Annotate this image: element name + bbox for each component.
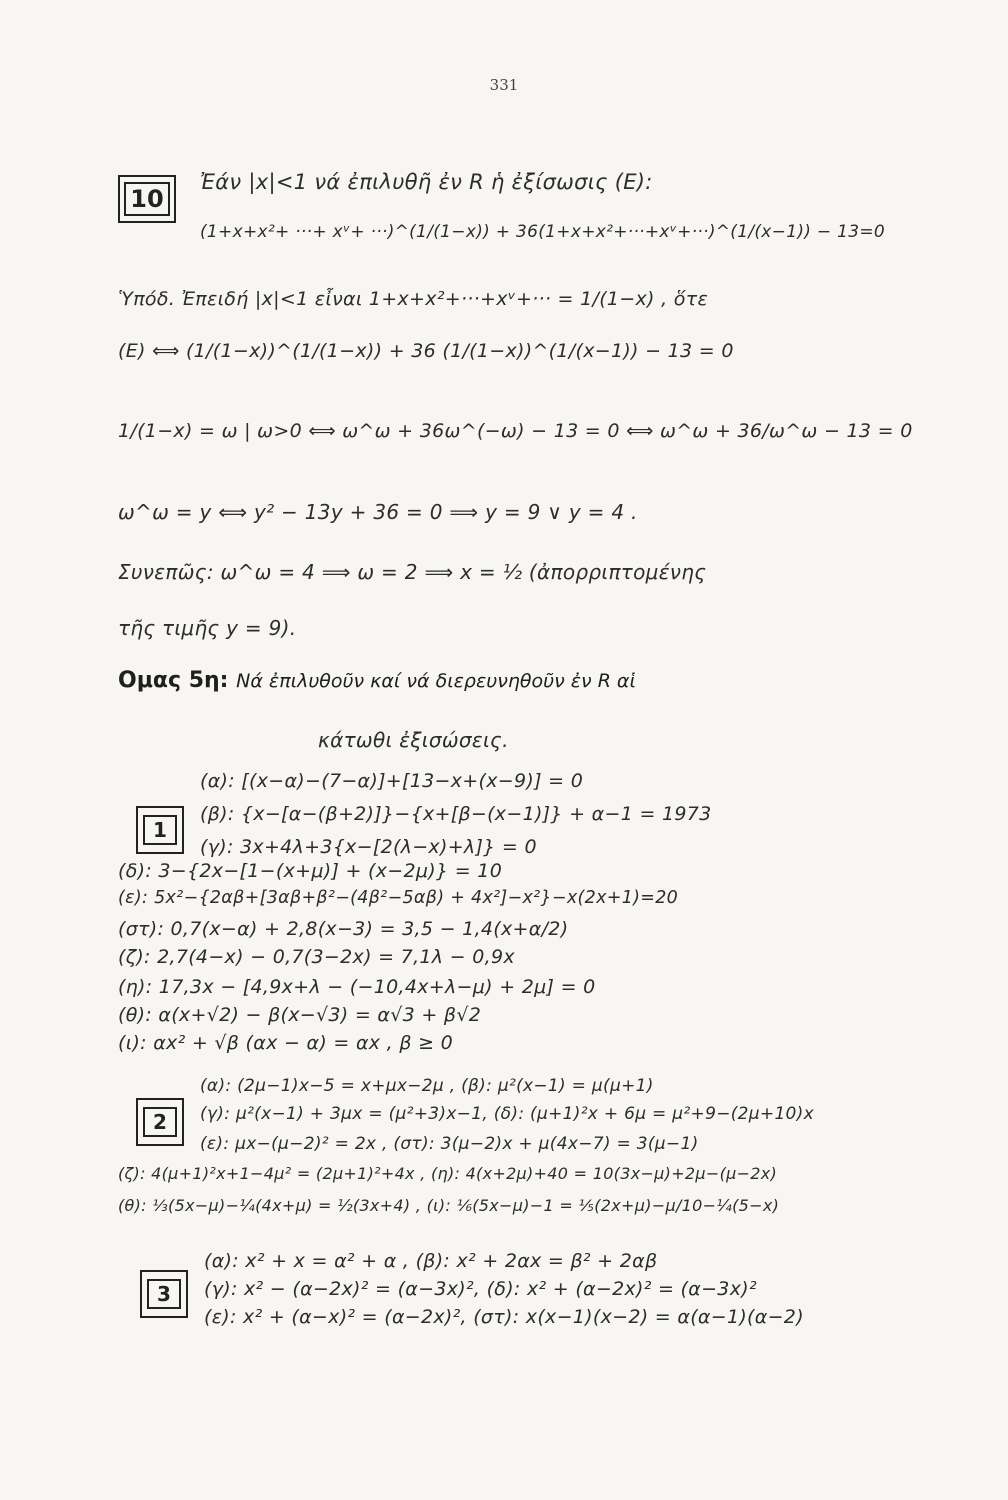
- problem-10-label: 10: [124, 182, 169, 216]
- problem-1-part-h: (η): 17,3x − [4,9x+λ − (−10,4x+λ−μ) + 2μ] = 0: [118, 976, 596, 998]
- problem-3-label: 3: [147, 1279, 181, 1309]
- page-number: 331: [489, 76, 519, 94]
- problem-1-number-box: [136, 806, 184, 854]
- group-5-instruction-line2: κάτωθι ἐξισώσεις.: [318, 728, 509, 752]
- problem-3-number-box: [140, 1270, 188, 1318]
- group-5-heading: [118, 668, 636, 693]
- problem-2-number-box: [136, 1098, 184, 1146]
- problem-1-part-e: (ε): 5x²−{2αβ+[3αβ+β²−(4β²−5αβ) + 4x²]−x²}−x(2x+1)=20: [118, 888, 679, 908]
- problem-10-solution-line5: Συνεπῶς: ω^ω = 4 ⟹ ω = 2 ⟹ x = ½ (ἀπορριπτομένης: [118, 560, 707, 584]
- problem-1-part-st: (στ): 0,7(x−α) + 2,8(x−3) = 3,5 − 1,4(x+α/2): [118, 918, 569, 940]
- problem-3-line1: (α): x² + x = α² + α , (β): x² + 2αx = β² + 2αβ: [204, 1250, 658, 1272]
- problem-2-line5: (θ): ⅓(5x−μ)−¼(4x+μ) = ½(3x+4) , (ι): ⅙(5x−μ)−1 = ⅕(2x+μ)−μ/10−¼(5−x): [118, 1196, 780, 1215]
- problem-2-line3: (ε): μx−(μ−2)² = 2x , (στ): 3(μ−2)x + μ(4x−7) = 3(μ−1): [200, 1134, 699, 1154]
- problem-1-part-z: (ζ): 2,7(4−x) − 0,7(3−2x) = 7,1λ − 0,9x: [118, 946, 515, 968]
- problem-10-solution-line4: ω^ω = y ⟺ y² − 13y + 36 = 0 ⟹ y = 9 ∨ y = 4 .: [118, 500, 638, 524]
- problem-1-part-th: (θ): α(x+√2) − β(x−√3) = α√3 + β√2: [118, 1004, 482, 1026]
- problem-10-statement-line1: Ἐάν |x|<1 νά ἐπιλυθῆ ἐν R ἡ ἐξίσωσις (Ε):: [200, 170, 653, 194]
- problem-3-line3: (ε): x² + (α−x)² = (α−2x)², (στ): x(x−1)(x−2) = α(α−1)(α−2): [204, 1306, 804, 1328]
- problem-10-solution-line1: Ὑπόδ. Ἐπειδή |x|<1 εἶναι 1+x+x²+···+xᵛ+··· = 1/(1−x) , ὅτε: [118, 288, 709, 310]
- problem-3-line2: (γ): x² − (α−2x)² = (α−3x)², (δ): x² + (α−2x)² = (α−3x)²: [204, 1278, 757, 1300]
- problem-10-solution-line2: (Ε) ⟺ (1/(1−x))^(1/(1−x)) + 36 (1/(1−x))^(1/(x−1)) − 13 = 0: [118, 340, 734, 362]
- problem-2-line1: (α): (2μ−1)x−5 = x+μx−2μ , (β): μ²(x−1) = μ(μ+1): [200, 1076, 654, 1096]
- problem-10-solution-line3: 1/(1−x) = ω | ω>0 ⟺ ω^ω + 36ω^(−ω) − 13 = 0 ⟺ ω^ω + 36/ω^ω − 13 = 0: [118, 420, 913, 442]
- problem-1-label: 1: [143, 815, 177, 845]
- problem-1-part-g: (γ): 3x+4λ+3{x−[2(λ−x)+λ]} = 0: [200, 836, 537, 858]
- problem-1-part-i: (ι): αx² + √β (αx − α) = αx , β ≥ 0: [118, 1032, 454, 1054]
- problem-10-statement-line2: (1+x+x²+ ···+ xᵛ+ ···)^(1/(1−x)) + 36(1+x+x²+···+xᵛ+···)^(1/(x−1)) − 13=0: [200, 222, 886, 242]
- problem-2-line4: (ζ): 4(μ+1)²x+1−4μ² = (2μ+1)²+4x , (η): 4(x+2μ)+40 = 10(3x−μ)+2μ−(μ−2x): [118, 1164, 778, 1183]
- problem-10-number-box: [118, 175, 176, 223]
- problem-2-label: 2: [143, 1107, 177, 1137]
- group-5-instruction-line1: Νά ἐπιλυθοῦν καί νά διερευνηθοῦν ἐν R αἱ: [236, 670, 636, 692]
- problem-2-line2: (γ): μ²(x−1) + 3μx = (μ²+3)x−1, (δ): (μ+1)²x + 6μ = μ²+9−(2μ+10)x: [200, 1104, 814, 1124]
- problem-1-part-d: (δ): 3−{2x−[1−(x+μ)] + (x−2μ)} = 10: [118, 860, 503, 882]
- problem-1-part-b: (β): {x−[α−(β+2)]}−{x+[β−(x−1)]} + α−1 = 1973: [200, 803, 712, 825]
- problem-10-solution-line6: τῆς τιμῆς y = 9).: [118, 616, 297, 640]
- group-5-title: Ομας 5η:: [118, 668, 229, 693]
- problem-1-part-a: (α): [(x−α)−(7−α)]+[13−x+(x−9)] = 0: [200, 770, 584, 792]
